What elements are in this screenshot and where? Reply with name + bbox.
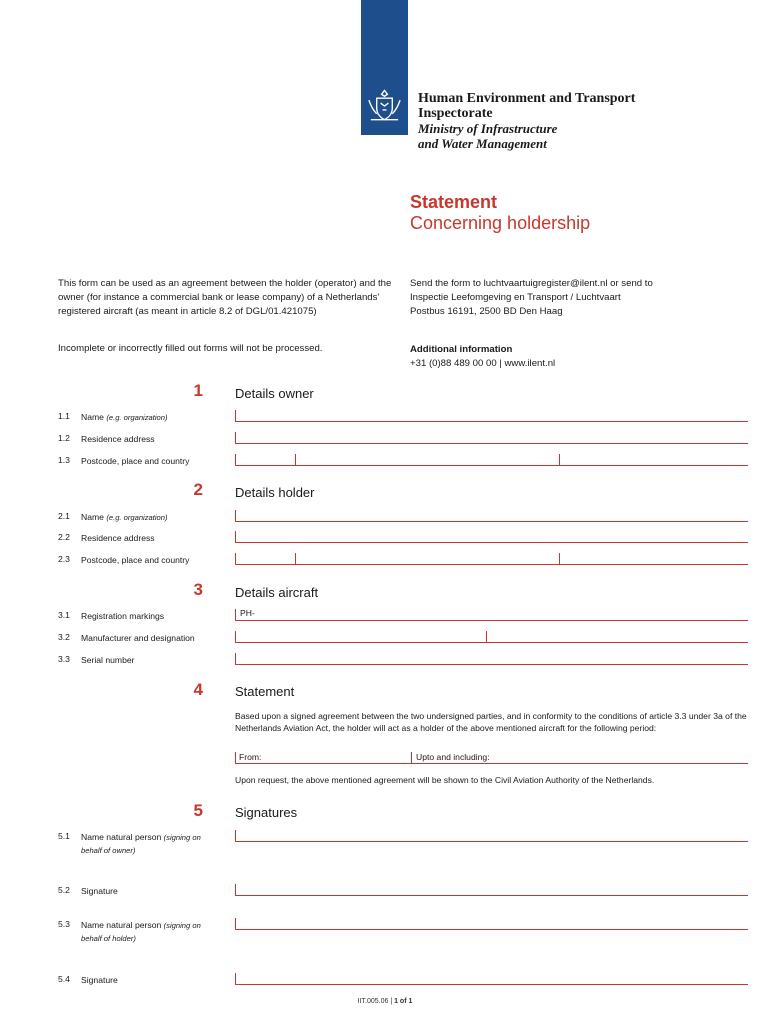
holder-postcode-input[interactable]: [235, 553, 748, 565]
holder-signatory-name-input[interactable]: [235, 918, 748, 930]
field-1-3-label: Postcode, place and country: [81, 456, 190, 466]
field-3-3-label: Serial number: [81, 655, 135, 665]
additional-text: +31 (0)88 489 00 00 | www.ilent.nl: [410, 358, 556, 369]
field-2-1-number: 2.1: [58, 511, 70, 521]
section-5-number: 5: [193, 801, 203, 820]
field-3-2-label: Manufacturer and designation: [81, 633, 195, 643]
field-5-3-number: 5.3: [58, 919, 70, 929]
page-footer: [0, 998, 770, 1005]
org-line-1: Human Environment and Transport: [418, 91, 636, 106]
owner-address-input[interactable]: [235, 432, 748, 444]
field-divider: [411, 752, 412, 764]
send-line-3: Postbus 16191, 2500 BD Den Haag: [410, 306, 563, 317]
holder-address-input[interactable]: [235, 531, 748, 543]
field-5-1-label-text: Name natural person: [81, 832, 162, 842]
holder-name-input[interactable]: [235, 510, 748, 522]
warning-text: Incomplete or incorrectly filled out forms will not be processed.: [58, 343, 323, 354]
field-5-4-label: Signature: [81, 975, 118, 985]
registration-prefix: PH-: [240, 608, 255, 618]
field-2-3-number: 2.3: [58, 554, 70, 564]
intro-text: This form can be used as an agreement between the holder (operator) and the owner (for instance a commercial bank or lease company) of a Netherlands' registered aircraft (as meant in article 8.2 of DGL/01.421075): [58, 278, 392, 317]
field-5-4-number: 5.4: [58, 974, 70, 984]
field-1-1-label-text: Name: [81, 412, 104, 422]
send-instructions: [410, 277, 750, 319]
field-divider: [559, 454, 560, 466]
owner-signatory-name-input[interactable]: [235, 830, 748, 842]
field-5-3-label: [81, 919, 221, 945]
field-5-3-hint: (signing on behalf of holder): [81, 921, 201, 943]
title-sub: Concerning holdership: [410, 213, 591, 233]
field-5-1-number: 5.1: [58, 831, 70, 841]
field-2-2-label: Residence address: [81, 533, 155, 543]
logo-bar: [361, 0, 408, 135]
document-title: [410, 192, 590, 234]
manufacturer-input[interactable]: [235, 631, 748, 643]
section-4-title: Statement: [235, 684, 295, 699]
additional-heading: Additional information: [410, 344, 513, 355]
field-divider: [559, 553, 560, 565]
statement-paragraph: Based upon a signed agreement between the two undersigned parties, and in conformity to the conditions of article 3.3 under 3a of the Netherlands Aviation Act, the holder will act as a holder of the above mentioned aircraft for the following period:: [235, 711, 747, 733]
send-line-2: Inspectie Leefomgeving en Transport / Luchtvaart: [410, 292, 621, 303]
section-1-number: 1: [193, 381, 203, 400]
section-1-title: Details owner: [235, 386, 314, 401]
section-3-title: Details aircraft: [235, 585, 319, 600]
organization-name: [418, 91, 635, 151]
section-2-number: 2: [193, 480, 203, 499]
from-label: From:: [239, 752, 262, 762]
coat-of-arms-icon: [365, 86, 404, 126]
field-3-3-number: 3.3: [58, 654, 70, 664]
field-5-1-hint: (signing on behalf of owner): [81, 833, 201, 855]
section-4-number: 4: [193, 680, 203, 699]
field-divider: [295, 454, 296, 466]
org-line-2: Inspectorate: [418, 106, 493, 121]
field-2-1-label: [81, 511, 221, 524]
field-1-1-number: 1.1: [58, 411, 70, 421]
field-1-2-number: 1.2: [58, 433, 70, 443]
section-5-title: Signatures: [235, 805, 298, 820]
field-divider: [295, 553, 296, 565]
field-2-1-hint: (e.g. organization): [106, 513, 168, 522]
additional-info: [410, 343, 555, 371]
org-line-4: and Water Management: [418, 136, 547, 151]
section-3-number: 3: [193, 580, 203, 599]
statement-note: Upon request, the above mentioned agreement will be shown to the Civil Aviation Authority of the Netherlands.: [235, 775, 655, 785]
owner-name-input[interactable]: [235, 410, 748, 422]
field-3-1-label: Registration markings: [81, 611, 165, 621]
field-2-3-label: Postcode, place and country: [81, 555, 190, 565]
page-number: 1 of 1: [394, 998, 413, 1005]
form-code: IIT.005.06: [357, 998, 389, 1005]
field-1-2-label: Residence address: [81, 434, 155, 444]
registration-markings-input[interactable]: [235, 609, 748, 621]
org-line-3: Ministry of Infrastructure: [418, 121, 558, 136]
field-5-3-label-text: Name natural person: [81, 920, 162, 930]
field-3-2-number: 3.2: [58, 632, 70, 642]
field-1-3-number: 1.3: [58, 455, 70, 465]
field-5-1-label: [81, 831, 221, 857]
field-1-1-hint: (e.g. organization): [106, 413, 168, 422]
field-2-1-label-text: Name: [81, 512, 104, 522]
holder-signature-input[interactable]: [235, 973, 748, 985]
field-3-1-number: 3.1: [58, 610, 70, 620]
owner-signature-input[interactable]: [235, 884, 748, 896]
send-line-1: Send the form to luchtvaartuigregister@ilent.nl or send to: [410, 278, 653, 289]
field-divider: [486, 631, 487, 643]
until-label: Upto and including:: [416, 752, 490, 762]
period-row: [235, 752, 748, 764]
field-5-2-label: Signature: [81, 886, 118, 896]
section-2-title: Details holder: [235, 485, 315, 500]
title-main: Statement: [410, 192, 498, 212]
serial-number-input[interactable]: [235, 653, 748, 665]
owner-postcode-input[interactable]: [235, 454, 748, 466]
field-2-2-number: 2.2: [58, 532, 70, 542]
field-1-1-label: [81, 411, 221, 424]
footer-separator: |: [390, 998, 393, 1005]
field-5-2-number: 5.2: [58, 885, 70, 895]
